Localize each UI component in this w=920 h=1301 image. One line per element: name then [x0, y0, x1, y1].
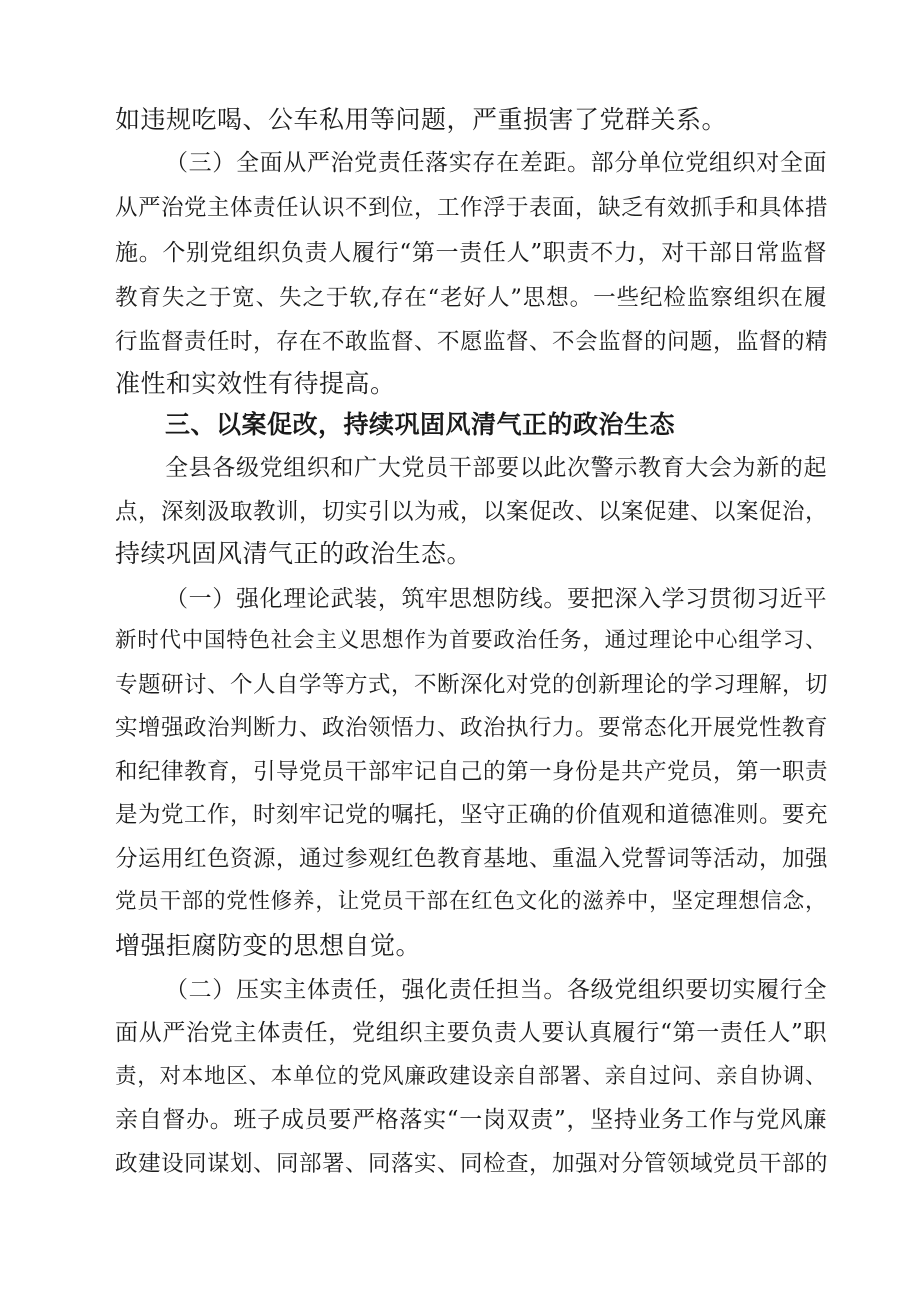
paragraph-line: 专题研讨、个人自学等方式，不断深化对党的创新理论的学习理解，切 [115, 672, 829, 698]
paragraph-line: 如违规吃喝、公车私用等问题，严重损害了党群关系。 [115, 105, 728, 134]
paragraph-line: 政建设同谋划、同部署、同落实、同检查，加强对分管领域党员干部的 [115, 1151, 829, 1177]
paragraph-line: 准性和实效性有待提高。 [115, 369, 396, 398]
paragraph-line: 新时代中国特色社会主义思想作为首要政治任务，通过理论中心组学习、 [115, 628, 827, 653]
paragraph-line: 党员干部的党性修养，让党员干部在红色文化的滋养中，坚定理想信念， [115, 889, 827, 914]
paragraph-line: 亲自督办。班子成员要严格落实“一岗双责”，坚持业务工作与党风廉 [115, 1107, 827, 1133]
paragraph-line: 分运用红色资源，通过参观红色教育基地、重温入党誓词等活动，加强 [115, 846, 829, 872]
paragraph-line: 行监督责任时，存在不敢监督、不愿监督、不会监督的问题，监督的精 [115, 329, 829, 355]
paragraph-line: （二）压实主体责任，强化责任担当。各级党组织要切实履行全 [165, 977, 827, 1003]
paragraph-line: 和纪律教育，引导党员干部牢记自己的第一身份是共产党员，第一职责 [115, 759, 829, 785]
paragraph-line: 点，深刻汲取教训，切实引以为戒，以案促改、以案促建、以案促治， [115, 499, 829, 525]
paragraph-line: 是为党工作，时刻牢记党的嘱托，坚守正确的价值观和道德准则。要充 [115, 802, 829, 828]
section-heading: 三、以案促改，持续巩固风清气正的政治生态 [165, 410, 676, 439]
paragraph-line: 持续巩固风清气正的政治生态。 [115, 539, 473, 568]
paragraph-line: 面从严治党主体责任，党组织主要负责人要认真履行“第一责任人”职 [115, 1020, 827, 1046]
paragraph-line: 责，对本地区、本单位的党风廉政建设亲自部署、亲自过问、亲自协调、 [115, 1064, 827, 1089]
paragraph-line: 全县各级党组织和广大党员干部要以此次警示教育大会为新的起 [165, 455, 827, 481]
paragraph-line: 实增强政治判断力、政治领悟力、政治执行力。要常态化开展党性教育 [115, 715, 829, 741]
paragraph-line: 施。个别党组织负责人履行“第一责任人”职责不力，对干部日常监督 [115, 240, 827, 266]
paragraph-line: （三）全面从严治党责任落实存在差距。部分单位党组织对全面 [165, 150, 827, 176]
paragraph-line: 教育失之于宽、失之于软,存在“老好人”思想。一些纪检监察组织在履 [115, 285, 827, 311]
paragraph-line: （一）强化理论武装，筑牢思想防线。要把深入学习贯彻习近平 [165, 586, 827, 612]
paragraph-line: 从严治党主体责任认识不到位，工作浮于表面，缺乏有效抓手和具体措 [115, 195, 829, 221]
paragraph-line: 增强拒腐防变的思想自觉。 [115, 931, 422, 960]
